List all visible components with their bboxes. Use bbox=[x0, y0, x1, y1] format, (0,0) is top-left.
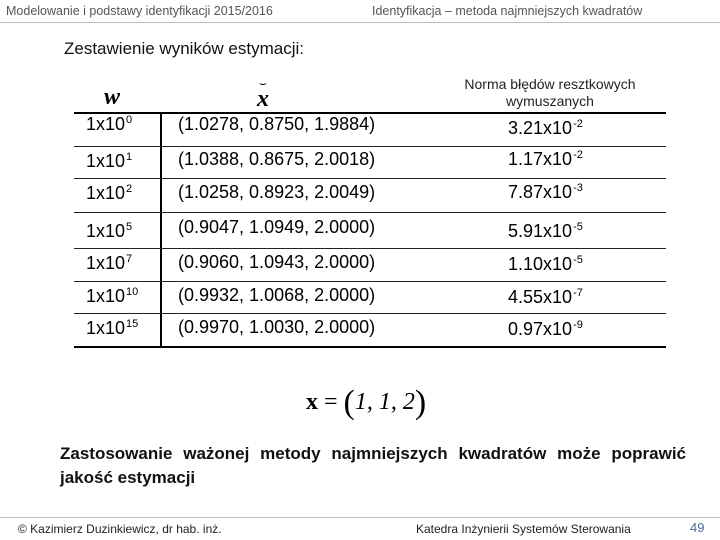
formula-open-paren: ( bbox=[343, 384, 355, 421]
table-bottom-rule bbox=[74, 346, 666, 348]
estimate-cell: (1.0258, 0.8923, 2.0049) bbox=[178, 182, 376, 202]
norm-cell: $7.87x10^{-3}$ bbox=[508, 182, 583, 202]
column-header-x-symbol: x bbox=[257, 86, 269, 112]
weight-cell: $1x10^1$ bbox=[86, 151, 133, 171]
table-row bbox=[0, 249, 720, 281]
footer-department: Katedra Inżynierii Systemów Sterowania bbox=[416, 522, 631, 536]
weight-cell: $1x10^{10}$ bbox=[86, 286, 139, 306]
header-topic-title: Identyfikacja – metoda najmniejszych kwadratów bbox=[372, 4, 643, 18]
header-divider bbox=[0, 22, 720, 23]
true-parameter-formula bbox=[306, 384, 426, 422]
norm-cell: $1.17x10^{-2}$ bbox=[508, 149, 583, 169]
table-row bbox=[0, 179, 720, 211]
estimate-cell: (0.9060, 1.0943, 2.0000) bbox=[178, 252, 376, 272]
x-accent-mark: ⌣ bbox=[259, 76, 267, 90]
table-row bbox=[0, 114, 720, 146]
column-header-norm: Norma błędów resztkowych wymuszanych bbox=[464, 76, 636, 109]
table-row bbox=[0, 282, 720, 314]
page-number: 49 bbox=[690, 520, 705, 535]
norm-cell: $4.55x10^{-7}$ bbox=[508, 287, 583, 307]
norm-cell: $1.10x10^{-5}$ bbox=[508, 254, 583, 274]
column-header-x bbox=[256, 76, 270, 113]
estimate-cell: (1.0278, 0.8750, 1.9884) bbox=[178, 114, 376, 134]
table-row bbox=[0, 314, 720, 346]
estimate-cell: (0.9932, 1.0068, 2.0000) bbox=[178, 285, 376, 305]
weight-cell: $1x10^{15}$ bbox=[86, 318, 139, 338]
estimate-cell: (0.9970, 1.0030, 2.0000) bbox=[178, 317, 376, 337]
formula-values: 1, 1, 2 bbox=[354, 389, 415, 415]
weight-cell: $1x10^2$ bbox=[86, 183, 133, 203]
estimate-cell: (0.9047, 1.0949, 2.0000) bbox=[178, 217, 376, 237]
header-course-title: Modelowanie i podstawy identyfikacji 2015/2016 bbox=[6, 4, 273, 18]
footer-divider bbox=[0, 517, 720, 518]
weight-cell: $1x10^0$ bbox=[86, 114, 133, 134]
section-title: Zestawienie wyników estymacji: bbox=[64, 39, 304, 58]
table-row bbox=[0, 213, 720, 245]
formula-equals: = bbox=[324, 389, 338, 415]
formula-close-paren: ) bbox=[414, 384, 427, 421]
estimate-cell: (1.0388, 0.8675, 2.0018) bbox=[178, 149, 376, 169]
conclusion-note: Zastosowanie ważonej metody najmniejszych kwadratów może poprawić jakość estymacji bbox=[60, 444, 686, 487]
column-header-w: w bbox=[104, 84, 121, 110]
weight-cell: $1x10^7$ bbox=[86, 253, 133, 273]
norm-cell: $3.21x10^{-2}$ bbox=[508, 118, 583, 138]
norm-cell: $5.91x10^{-5}$ bbox=[508, 221, 583, 241]
weight-cell: $1x10^5$ bbox=[86, 221, 133, 241]
table-row bbox=[0, 147, 720, 179]
formula-lhs: x bbox=[306, 389, 318, 415]
footer-author: © Kazimierz Duzinkiewicz, dr hab. inż. bbox=[18, 522, 222, 536]
norm-cell: $0.97x10^{-9}$ bbox=[508, 319, 583, 339]
